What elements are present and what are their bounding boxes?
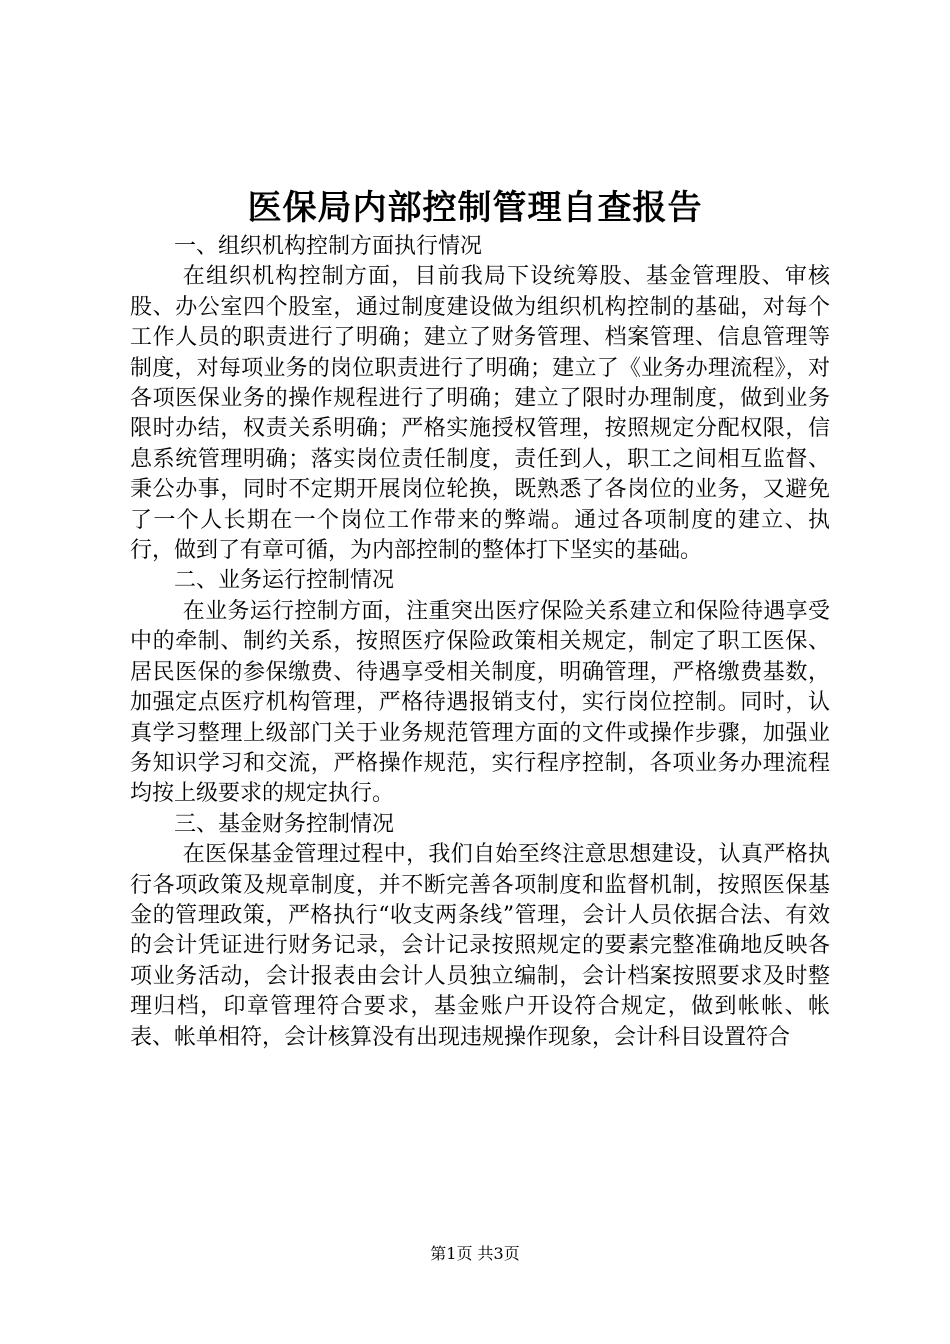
section-paragraph-3: 在医保基金管理过程中，我们自始至终注意思想建设，认真严格执行各项政策及规章制度，并不断完善各项制度和监督机制，按照医保基金的管理政策，严格执行“收支两条线”管理，会计人员依据合法、有效的会计凭证进行财务记录，会计记录按照规定的要素完整准确地反映各项业务活动，会计报表由会计人员独立编制，会计档案按照要求及时整理归档，印章管理符合要求，基金账户开设符合规定，做到帐帐、帐表、帐单相符，会计核算没有出现违规操作现象，会计科目设置符合 [130,842,830,1050]
section-paragraph-1: 在组织机构控制方面，目前我局下设统筹股、基金管理股、审核股、办公室四个股室，通过制度建设做为组织机构控制的基础，对每个工作人员的职责进行了明确；建立了财务管理、档案管理、信息管理等制度，对每项业务的岗位职责进行了明确；建立了《业务办理流程》，对各项医保业务的操作规程进行了明确；建立了限时办理制度，做到业务限时办结，权责关系明确；严格实施授权管理，按照规定分配权限，信息系统管理明确；落实岗位责任制度，责任到人，职工之间相互监督、秉公办事，同时不定期开展岗位轮换，既熟悉了各岗位的业务，又避免了一个人长期在一个岗位工作带来的弊端。通过各项制度的建立、执行，做到了有章可循，为内部控制的整体打下坚实的基础。 [130,264,830,564]
document-title: 医保局内部控制管理自查报告 [247,188,703,228]
section-heading-2: 二、业务运行控制情况 [174,568,395,594]
section-heading-1: 一、组织机构控制方面执行情况 [174,234,483,259]
section-paragraph-2: 在业务运行控制方面，注重突出医疗保险关系建立和保险待遇享受中的牵制、制约关系，按照医疗保险政策相关规定，制定了职工医保、居民医保的参保缴费、待遇享受相关制度，明确管理，严格缴费基数，加强定点医疗机构管理，严格待遇报销支付，实行岗位控制。同时，认真学习整理上级部门关于业务规范管理方面的文件或操作步骤，加强业务知识学习和交流，严格操作规范，实行程序控制，各项业务办理流程均按上级要求的规定执行。 [130,598,830,807]
section-heading-3: 三、基金财务控制情况 [174,811,395,837]
page-footer: 第1页 共3页 [430,1244,520,1263]
document-body [130,232,830,1053]
